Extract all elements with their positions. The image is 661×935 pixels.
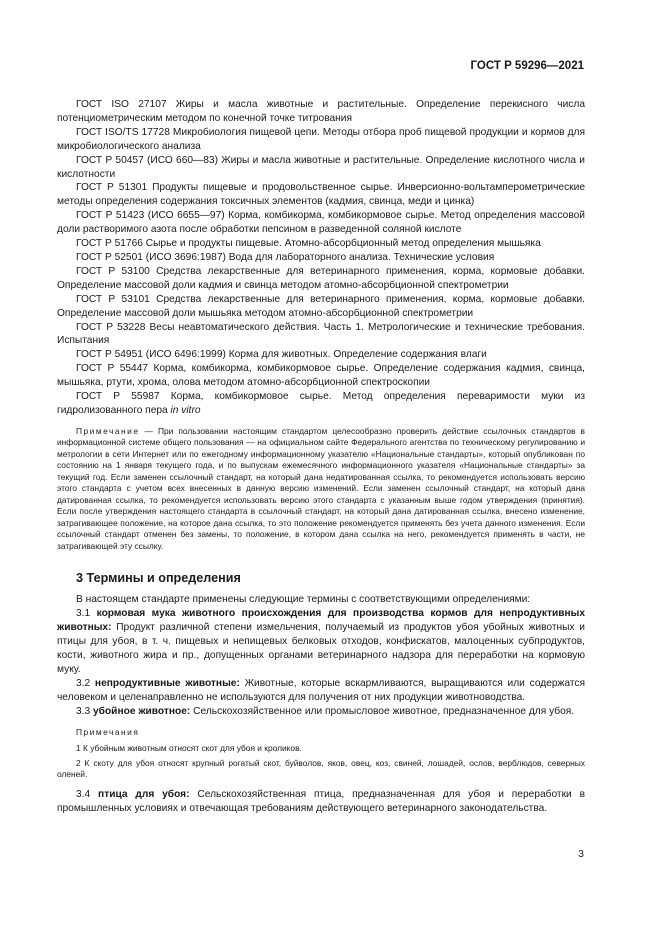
notes-label: Примечания [76,727,140,738]
term-3-3 [57,705,585,719]
term-3-2 [57,677,585,705]
term-definition: Сельскохозяйственная птица, предназначенная для убоя и переработки в промышленных условиях и отвечающая требованиям действующего ветеринарного законодательства. [57,788,586,814]
note-text: — При пользовании настоящим стандартом целесообразно проверить действие ссылочных стандартов в информационной системе общего пользования — на официальном сайте Федерального агентства по техническому регулированию и метрологии в сети Интернет или по ежегодному информационному указателю «Национальные стандарты», который опубликован по состоянию на 1 января текущего года, и по выпускам ежемесячного информационного указателя «Национальные стандарты» за текущий год. Если заменен ссылочный стандарт, на который дана недатированная ссылка, то рекомендуется использовать версию этого стандарта с учетом всех внесенных в данную версию изменений. Если заменен ссылочный стандарт, на который дана датированная ссылка, то рекомендуется использовать версию этого стандарта с указанным выше годом утверждения (принятия). Если после утверждения настоящего стандарта в ссылочный стандарт, на который дана датированная ссылка, внесено изменение, затрагивающее положение, на которое дана ссылка, то это положение рекомендуется применять без учета данного изменения. Если ссылочный стандарт отменен без замены, то положение, в котором дана ссылка на него, рекомендуется применять в части, не затрагивающей эту ссылку. [57,425,585,551]
section-title: 3 Термины и определения [76,571,241,586]
term-definition: Сельскохозяйственное или промысловое животное, предназначенное для убоя. [190,705,575,717]
page-number: 3 [578,848,584,860]
term-name: птица для убоя: [98,788,190,800]
term-number: 3.2 [76,677,95,689]
term-number: 3.4 [76,788,99,800]
reference-item: ГОСТ Р 51766 Сырье и продукты пищевые. Атомно-абсорбционный метод определения мышьяка [76,238,541,250]
reference-item: ГОСТ ISO 27107 Жиры и масла животные и растительные. Определение перекисного числа потенциометрическим методом по конечной точке титрования [57,99,585,124]
reference-item: ГОСТ Р 55447 Корма, комбикорма, комбикормовое сырье. Определение содержания кадмия, свинца, мышьяка, ртути, хрома, олова методом атомно-абсорбционной спектроскопии [57,363,585,389]
document-header: ГОСТ Р 59296—2021 [470,60,584,72]
reference-item: ГОСТ ISO/TS 17728 Микробиология пищевой цепи. Методы отбора проб пищевой продукции и кормов для микробиологического анализа [57,126,585,152]
term-3-1 [57,607,585,677]
reference-item: ГОСТ Р 53228 Весы неавтоматического действия. Часть 1. Метрологические и технические требования. Испытания [57,321,585,347]
term-number: 3.3 [76,705,93,717]
reference-item: ГОСТ Р 54951 (ИСО 6496:1999) Корма для животных. Определение содержания влаги [76,349,487,361]
reference-text: ГОСТ Р 55987 Корма, комбикормовое сырье. Метод определения переваримости муки из гидролизованного пера [57,391,585,416]
reference-item: ГОСТ Р 52501 (ИСО 3696:1987) Вода для лабораторного анализа. Технические условия [76,251,495,263]
section-intro: В настоящем стандарте применены следующие термины с соответствующими определениями: [76,594,531,606]
reference-item: ГОСТ Р 51301 Продукты пищевые и продовольственное сырье. Инверсионно-вольтамперометрические методы определения содержания токсичных элементов (кадмия, свинца, меди и цинка) [57,182,585,208]
reference-item [57,390,585,418]
reference-italic: in vitro [170,404,201,416]
reference-item: ГОСТ Р 50457 (ИСО 660—83) Жиры и масла животные и растительные. Определение кислотного числа и кислотности [57,154,585,180]
note-item: 2 К скоту для убоя относят крупный рогатый скот, буйволов, яков, овец, коз, свиней, лошадей, ослов, верблюдов, северных оленей. [57,757,585,780]
term-name: убойное животное: [93,705,191,717]
reference-note [57,426,585,553]
reference-item: ГОСТ Р 53101 Средства лекарственные для ветеринарного применения, корма, кормовые добавки. Определение массовой доли мышьяка методом атомно-абсорбционной спектрометрии [57,293,585,319]
term-definition: Продукт различной степени измельчения, получаемый из продуктов убоя убойных животных и птицы для убоя, в т. ч. пищевых и непищевых белковых отходов, конфискатов, малоценных субпродуктов, кости, животного жира и пр., допущенных органами ветеринарного надзора для переработки на кормовую муку. [57,622,585,675]
reference-item: ГОСТ Р 51423 (ИСО 6655—97) Корма, комбикорма, комбикормовое сырье. Метод определения массовой доли растворимого азота после обработки пепсином в разведенной соляной кислоте [57,210,585,236]
note-item: 1 К убойным животным относят скот для убоя и кроликов. [76,743,302,754]
term-name: непродуктивные животные: [94,677,240,689]
term-name: кормовая мука животного происхождения для производства кормов для непродуктивных животных: [57,608,585,634]
page-content [57,98,585,816]
term-3-4 [57,788,585,816]
note-label: Примечание [76,425,140,436]
reference-item: ГОСТ Р 53100 Средства лекарственные для ветеринарного применения, корма, кормовые добавки. Определение массовой доли кадмия и свинца методом атомно-абсорбционной спектрометрии [57,265,585,291]
term-definition: Животные, которые вскармливаются, выращиваются или содержатся человеком и целенаправленно не используются для получения от них продукции животноводства. [57,677,585,703]
term-number: 3.1 [76,608,97,620]
